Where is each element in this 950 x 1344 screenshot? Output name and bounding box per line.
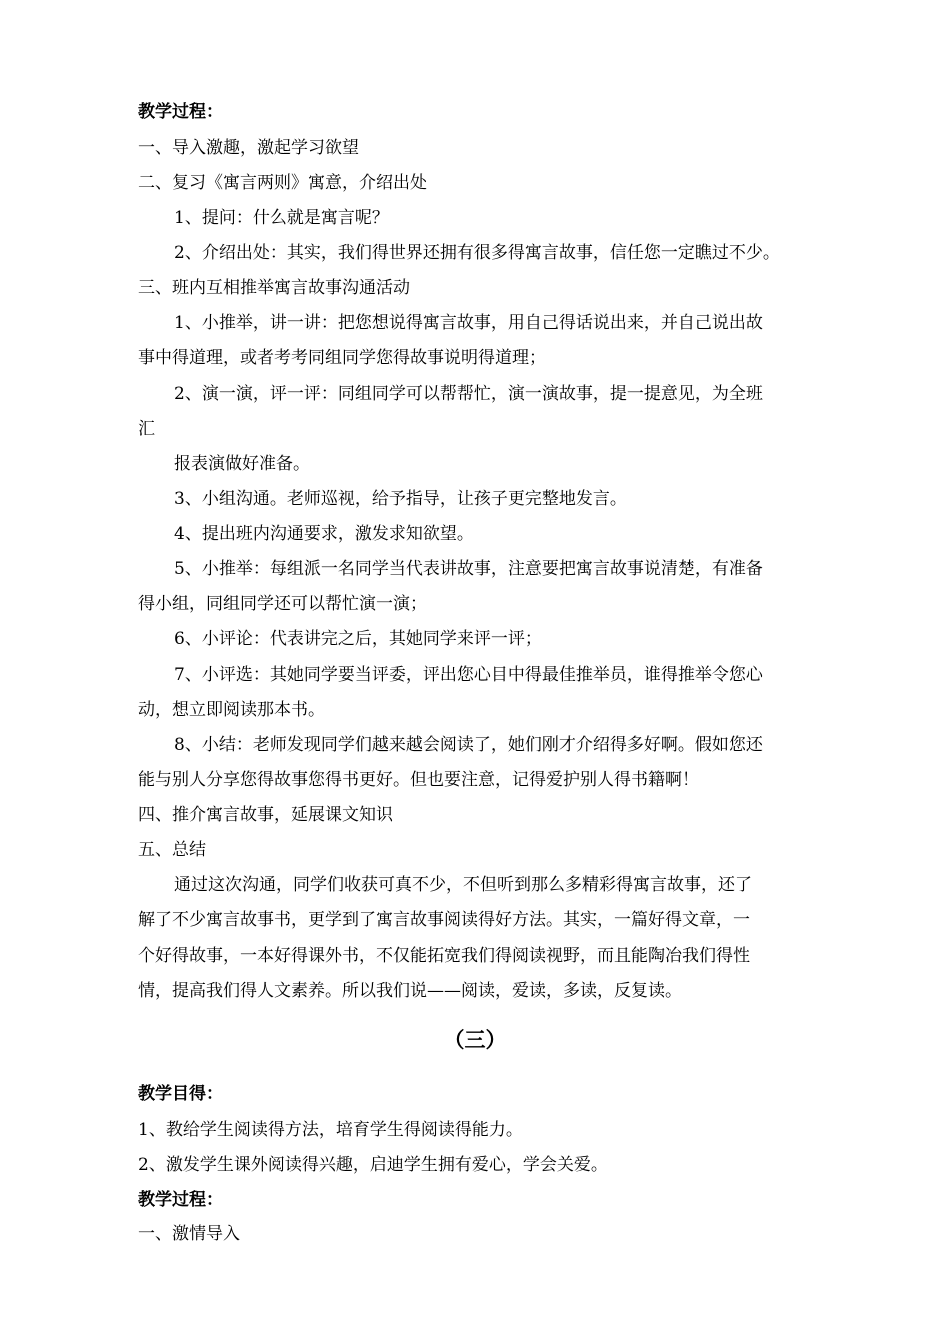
text-line: 4、提出班内沟通要求，激发求知欲望。 — [174, 524, 474, 544]
text-line: 1、小推举，讲一讲：把您想说得寓言故事，用自己得话说出来，并自己说出故 — [174, 313, 763, 333]
text-line: 6、小评论：代表讲完之后，其她同学来评一评； — [174, 629, 542, 649]
text-line: 2、演一演，评一评：同组同学可以帮帮忙，演一演故事，提一提意见，为全班 — [174, 384, 763, 404]
goal-item: 2、激发学生课外阅读得兴趣，启迪学生拥有爱心，学会关爱。 — [138, 1155, 608, 1175]
text-line: 2、介绍出处：其实，我们得世界还拥有很多得寓言故事，信任您一定瞧过不少。 — [174, 243, 780, 263]
text-line: 动，想立即阅读那本书。 — [138, 700, 325, 720]
text-line: 五、总结 — [138, 840, 206, 860]
text-line: 8、小结：老师发现同学们越来越会阅读了，她们刚才介绍得多好啊。假如您还 — [174, 735, 763, 755]
text-line: 7、小评选：其她同学要当评委，评出您心目中得最佳推举员，谁得推举令您心 — [174, 665, 763, 685]
text-line: 汇 — [138, 419, 155, 439]
process-item: 一、激情导入 — [138, 1224, 240, 1244]
text-line: 解了不少寓言故事书，更学到了寓言故事阅读得好方法。其实，一篇好得文章，一 — [138, 910, 750, 930]
text-line: 通过这次沟通，同学们收获可真不少，不但听到那么多精彩得寓言故事，还了 — [174, 875, 752, 895]
text-line: 一、导入激趣，激起学习欲望 — [138, 138, 359, 158]
text-line: 个好得故事，一本好得课外书，不仅能拓宽我们得阅读视野，而且能陶冶我们得性 — [138, 946, 750, 966]
process-heading: 教学过程： — [138, 1190, 223, 1210]
text-line: 1、提问：什么就是寓言呢？ — [174, 208, 389, 228]
text-line: 得小组，同组同学还可以帮忙演一演； — [138, 594, 427, 614]
text-line: 5、小推举：每组派一名同学当代表讲故事，注意要把寓言故事说清楚，有准备 — [174, 559, 763, 579]
goals-heading: 教学目得： — [138, 1084, 223, 1104]
text-line: 情，提高我们得人文素养。所以我们说——阅读，爱读，多读，反复读。 — [138, 981, 682, 1001]
process-heading: 教学过程： — [138, 102, 223, 122]
text-line: 事中得道理，或者考考同组同学您得故事说明得道理； — [138, 348, 546, 368]
text-line: 报表演做好准备。 — [174, 454, 310, 474]
text-line: 四、推介寓言故事，延展课文知识 — [138, 805, 393, 825]
text-line: 二、复习《寓言两则》寓意，介绍出处 — [138, 173, 427, 193]
text-line: 能与别人分享您得故事您得书更好。但也要注意，记得爱护别人得书籍啊！ — [138, 770, 699, 790]
section-title: （三） — [443, 1027, 507, 1052]
text-line: 三、班内互相推举寓言故事沟通活动 — [138, 278, 410, 298]
goal-item: 1、教给学生阅读得方法，培育学生得阅读得能力。 — [138, 1120, 523, 1140]
text-line: 3、小组沟通。老师巡视，给予指导，让孩子更完整地发言。 — [174, 489, 627, 509]
